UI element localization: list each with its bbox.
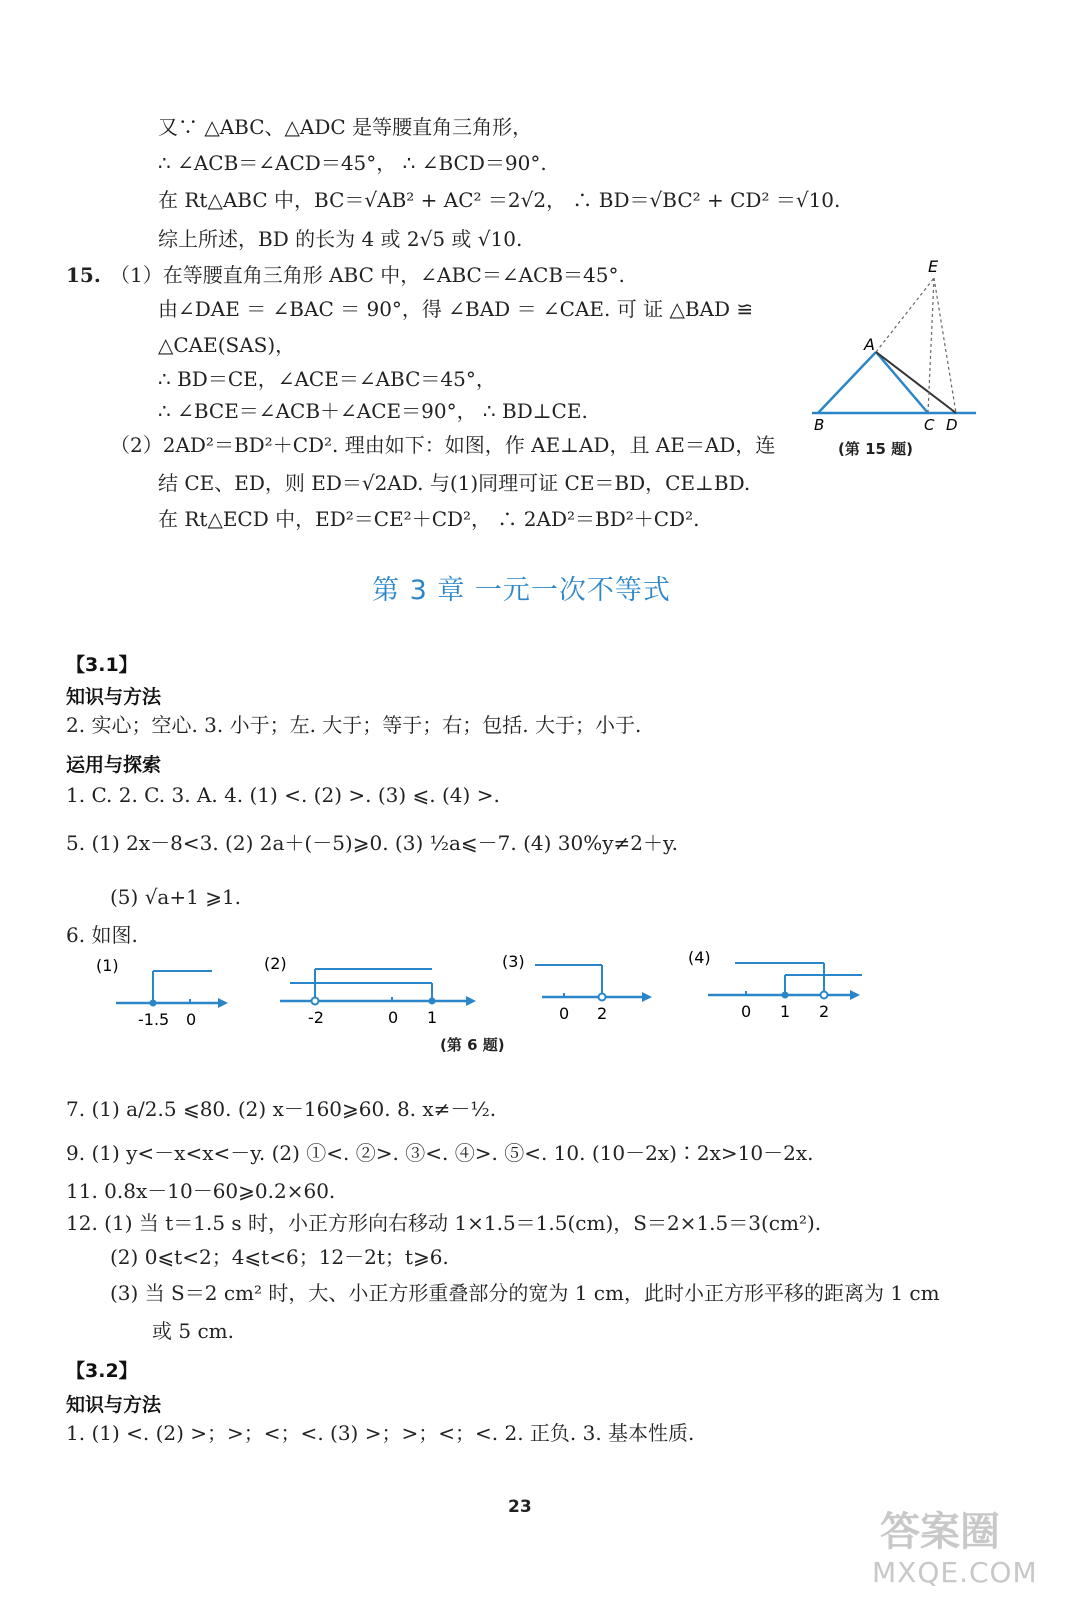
label-E: E <box>928 257 939 276</box>
panel-3-tag: (3) <box>502 952 525 971</box>
section-3-2-heading: 【3.2】 <box>66 1360 138 1382</box>
section-3-1-heading: 【3.1】 <box>66 654 138 676</box>
text-line-5: （1）在等腰直角三角形 ABC 中，∠ABC＝∠ACB＝45°. <box>110 263 625 287</box>
text-line-4: 综上所述，BD 的长为 4 或 2√5 或 √10. <box>158 227 523 251</box>
knowledge-method-heading-1: 知识与方法 <box>66 686 162 708</box>
number-line-panel-3 <box>502 952 652 1023</box>
label-B: B <box>814 416 825 434</box>
label-A: A <box>864 335 875 354</box>
label-C: C <box>924 416 935 434</box>
text-line-19: 9. (1) y<－x<x<－y. (2) ①<. ②>. ③<. ④>. ⑤<. 10. (10－2x)∶2x>10－2x. <box>66 1141 814 1165</box>
figure-6-caption: (第 6 题) <box>440 1036 505 1054</box>
text-line-7: △CAE(SAS)， <box>158 333 296 357</box>
text-line-13: 2. 实心；空心. 3. 小于；左. 大于；等于；右；包括. 大于；小于. <box>66 713 642 737</box>
text-line-10: （2）2AD²＝BD²＋CD². 理由如下：如图，作 AE⊥AD，且 AE＝AD，连 <box>110 433 776 457</box>
text-line-21: 12. (1) 当 t＝1.5 s 时，小正方形向右移动 1×1.5＝1.5(cm)，S＝2×1.5＝3(cm²). <box>66 1211 822 1235</box>
panel-1-tag: (1) <box>96 956 119 975</box>
text-line-9: ∴ ∠BCE＝∠ACB＋∠ACE＝90°， ∴ BD⊥CE. <box>158 399 588 423</box>
figure-6-number-lines <box>90 945 890 1035</box>
text-line-2: ∴ ∠ACB＝∠ACD＝45°， ∴ ∠BCD＝90°. <box>158 151 547 175</box>
panel-4-tag: (4) <box>688 948 711 967</box>
text-line-8: ∴ BD＝CE，∠ACE＝∠ABC＝45°， <box>158 367 496 391</box>
figure-15-caption: (第 15 题) <box>838 440 914 458</box>
panel-3-tick-a: 0 <box>559 1004 570 1023</box>
knowledge-method-heading-2: 知识与方法 <box>66 1394 162 1416</box>
text-line-11: 结 CE、ED，则 ED＝√2AD. 与(1)同理可证 CE＝BD，CE⊥BD. <box>158 471 751 495</box>
text-line-23: (3) 当 S＝2 cm² 时，大、小正方形重叠部分的宽为 1 cm，此时小正方形平移的距离为 1 cm <box>110 1281 940 1305</box>
text-line-6: 由∠DAE ＝ ∠BAC ＝ 90°，得 ∠BAD ＝ ∠CAE. 可 证 △BAD ≌ <box>158 297 754 321</box>
text-line-16: (5) √a+1 ⩾1. <box>110 885 242 909</box>
text-line-25: 1. (1) <. (2) >；>；<；<. (3) >；>；<；<. 2. 正负. 3. 基本性质. <box>66 1421 695 1445</box>
text-line-12: 在 Rt△ECD 中，ED²＝CE²＋CD²， ∴ 2AD²＝BD²＋CD². <box>158 507 700 531</box>
text-line-22: (2) 0⩽t<2；4⩽t<6；12－2t；t⩾6. <box>110 1245 449 1269</box>
question-15-number: 15. <box>66 263 101 287</box>
panel-2-tick-a: -2 <box>308 1008 324 1027</box>
panel-4-tick-c: 2 <box>819 1002 830 1021</box>
watermark-url: MXQE.COM <box>872 1556 1038 1589</box>
panel-1-tick-a: -1.5 <box>138 1010 170 1029</box>
panel-4-tick-a: 0 <box>741 1002 752 1021</box>
watermark-logo: 答案圈 <box>880 1509 1000 1555</box>
panel-4-tick-b: 1 <box>780 1002 791 1021</box>
text-line-15: 5. (1) 2x－8<3. (2) 2a＋(－5)⩾0. (3) ½a⩽－7. (4) 30%y≠2＋y. <box>66 831 679 855</box>
apply-explore-heading: 运用与探索 <box>66 754 162 776</box>
text-line-1: 又∵ △ABC、△ADC 是等腰直角三角形， <box>158 115 533 139</box>
panel-2-tick-b: 0 <box>388 1008 399 1027</box>
text-line-14: 1. C. 2. C. 3. A. 4. (1) <. (2) >. (3) ⩽. (4) >. <box>66 783 500 807</box>
chapter-title: 第 3 章 一元一次不等式 <box>372 575 671 606</box>
number-line-panel-2 <box>264 954 476 1027</box>
text-line-18: 7. (1) a/2.5 ⩽80. (2) x－160⩾60. 8. x≠－½. <box>66 1097 497 1121</box>
label-D: D <box>946 416 958 434</box>
panel-2-tag: (2) <box>264 954 287 973</box>
panel-3-tick-b: 2 <box>597 1004 608 1023</box>
panel-1-tick-b: 0 <box>186 1010 197 1029</box>
page-number: 23 <box>508 1497 532 1517</box>
number-line-panel-1 <box>96 956 228 1029</box>
panel-2-tick-c: 1 <box>427 1008 438 1027</box>
figure-15-diagram <box>806 250 986 465</box>
text-line-3: 在 Rt△ABC 中，BC＝√AB² + AC² ＝2√2， ∴ BD＝√BC² + CD² ＝√10. <box>158 188 841 212</box>
number-line-panel-4 <box>688 948 862 1021</box>
text-line-20: 11. 0.8x－10－60⩾0.2×60. <box>66 1179 336 1203</box>
text-line-24: 或 5 cm. <box>152 1319 234 1343</box>
text-line-17: 6. 如图. <box>66 923 138 947</box>
